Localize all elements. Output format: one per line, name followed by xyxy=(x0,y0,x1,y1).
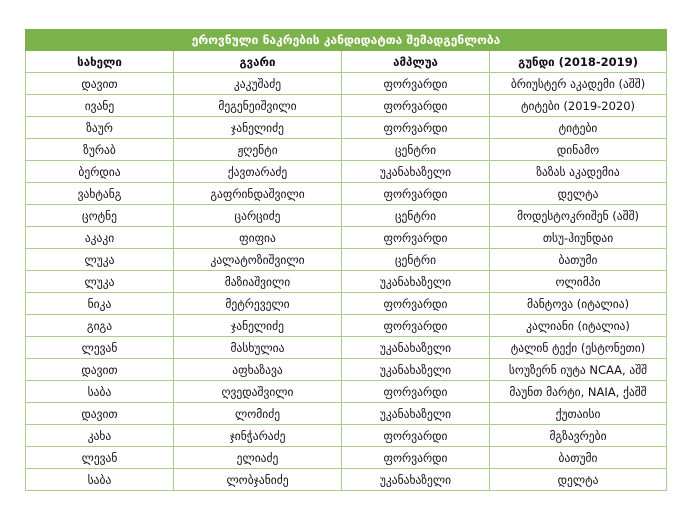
last-name-cell: ჯანელიძე xyxy=(174,315,342,337)
table-row xyxy=(26,205,667,227)
first-name-cell: ლუკა xyxy=(26,271,174,293)
last-name-cell: ჯანელიძე xyxy=(174,117,342,139)
last-name-cell: გაფრინდაშვილი xyxy=(174,183,342,205)
table-row xyxy=(26,293,667,315)
team-cell: ოლიმპი xyxy=(490,271,667,293)
team-cell: დინამო xyxy=(490,139,667,161)
team-cell: მაუნთ მარტი, NAIA, ქაშშ xyxy=(490,381,667,403)
last-name-cell: ფიფია xyxy=(174,227,342,249)
table-row xyxy=(26,161,667,183)
first-name-cell: ზურაბ xyxy=(26,139,174,161)
table-title: ეროვნული ნაკრების კანდიდატთა შემადგენლობა xyxy=(26,30,667,51)
team-cell: ტიტები xyxy=(490,117,667,139)
last-name-cell: ცარციძე xyxy=(174,205,342,227)
table-row xyxy=(26,95,667,117)
last-name-cell: მეგენეიშვილი xyxy=(174,95,342,117)
team-cell: ქუთაისი xyxy=(490,403,667,425)
team-cell: ტიტები (2019-2020) xyxy=(490,95,667,117)
first-name-cell: გიგა xyxy=(26,315,174,337)
team-cell: ტალინ ტექი (ესტონეთი) xyxy=(490,337,667,359)
table-row xyxy=(26,139,667,161)
last-name-cell: მეტრეველი xyxy=(174,293,342,315)
first-name-cell: ლევან xyxy=(26,337,174,359)
position-cell: ცენტრი xyxy=(342,249,490,271)
last-name-cell: კაკუშაძე xyxy=(174,73,342,95)
table-row xyxy=(26,227,667,249)
table-row xyxy=(26,469,667,491)
table-row xyxy=(26,337,667,359)
last-name-cell: მაზიაშვილი xyxy=(174,271,342,293)
last-name-cell: მასხულია xyxy=(174,337,342,359)
first-name-cell: ნიკა xyxy=(26,293,174,315)
header-first-name: სახელი xyxy=(26,51,174,73)
first-name-cell: საბა xyxy=(26,469,174,491)
team-cell: ბათუმი xyxy=(490,447,667,469)
table-row xyxy=(26,315,667,337)
first-name-cell: ცოტნე xyxy=(26,205,174,227)
last-name-cell: ელიაძე xyxy=(174,447,342,469)
position-cell: უკანახაზელი xyxy=(342,337,490,359)
position-cell: ფორვარდი xyxy=(342,95,490,117)
last-name-cell: ჯინჭარაძე xyxy=(174,425,342,447)
position-cell: უკანახაზელი xyxy=(342,271,490,293)
position-cell: ფორვარდი xyxy=(342,227,490,249)
last-name-cell: ლომიძე xyxy=(174,403,342,425)
first-name-cell: დავით xyxy=(26,73,174,95)
header-team: გუნდი (2018-2019) xyxy=(490,51,667,73)
table-header-row xyxy=(26,51,667,73)
table-row xyxy=(26,183,667,205)
last-name-cell: ჟღენტი xyxy=(174,139,342,161)
position-cell: ფორვარდი xyxy=(342,381,490,403)
position-cell: უკანახაზელი xyxy=(342,161,490,183)
position-cell: ფორვარდი xyxy=(342,117,490,139)
first-name-cell: დავით xyxy=(26,403,174,425)
first-name-cell: ივანე xyxy=(26,95,174,117)
team-cell: კალიანი (იტალია) xyxy=(490,315,667,337)
last-name-cell: ღვედაშვილი xyxy=(174,381,342,403)
first-name-cell: ბერდია xyxy=(26,161,174,183)
table-body xyxy=(26,73,667,491)
first-name-cell: საბა xyxy=(26,381,174,403)
team-cell: დელტა xyxy=(490,183,667,205)
team-cell: სოუზერნ იუტა NCAA, აშშ xyxy=(490,359,667,381)
table-row xyxy=(26,381,667,403)
first-name-cell: ლევან xyxy=(26,447,174,469)
first-name-cell: დავით xyxy=(26,359,174,381)
team-cell: დელტა xyxy=(490,469,667,491)
header-last-name: გვარი xyxy=(174,51,342,73)
last-name-cell: კალატოზიშვილი xyxy=(174,249,342,271)
last-name-cell: ლობჯანიძე xyxy=(174,469,342,491)
position-cell: ფორვარდი xyxy=(342,73,490,95)
first-name-cell: ზაურ xyxy=(26,117,174,139)
team-cell: ბათუმი xyxy=(490,249,667,271)
first-name-cell: აკაკი xyxy=(26,227,174,249)
table-row xyxy=(26,359,667,381)
candidates-table xyxy=(25,29,667,491)
table-row xyxy=(26,249,667,271)
team-cell: მოდესტოკრიშენ (აშშ) xyxy=(490,205,667,227)
team-cell: თსუ-ჰიუნდაი xyxy=(490,227,667,249)
table-title-row xyxy=(26,30,667,51)
position-cell: ცენტრი xyxy=(342,205,490,227)
position-cell: უკანახაზელი xyxy=(342,359,490,381)
team-cell: ზაზას აკადემია xyxy=(490,161,667,183)
candidates-table-wrapper xyxy=(25,29,666,491)
team-cell: მანტოვა (იტალია) xyxy=(490,293,667,315)
table-row xyxy=(26,403,667,425)
position-cell: უკანახაზელი xyxy=(342,403,490,425)
position-cell: ფორვარდი xyxy=(342,425,490,447)
position-cell: ცენტრი xyxy=(342,139,490,161)
position-cell: ფორვარდი xyxy=(342,183,490,205)
table-row xyxy=(26,447,667,469)
table-row xyxy=(26,117,667,139)
first-name-cell: კახა xyxy=(26,425,174,447)
last-name-cell: ქავთარაძე xyxy=(174,161,342,183)
header-position: ამპლუა xyxy=(342,51,490,73)
team-cell: ბრიუსტერ აკადემი (აშშ) xyxy=(490,73,667,95)
table-row xyxy=(26,271,667,293)
team-cell: მგზავრები xyxy=(490,425,667,447)
first-name-cell: ლუკა xyxy=(26,249,174,271)
position-cell: ფორვარდი xyxy=(342,447,490,469)
table-row xyxy=(26,425,667,447)
position-cell: უკანახაზელი xyxy=(342,469,490,491)
table-row xyxy=(26,73,667,95)
position-cell: ფორვარდი xyxy=(342,315,490,337)
last-name-cell: აფხაზავა xyxy=(174,359,342,381)
first-name-cell: ვახტანგ xyxy=(26,183,174,205)
position-cell: ფორვარდი xyxy=(342,293,490,315)
